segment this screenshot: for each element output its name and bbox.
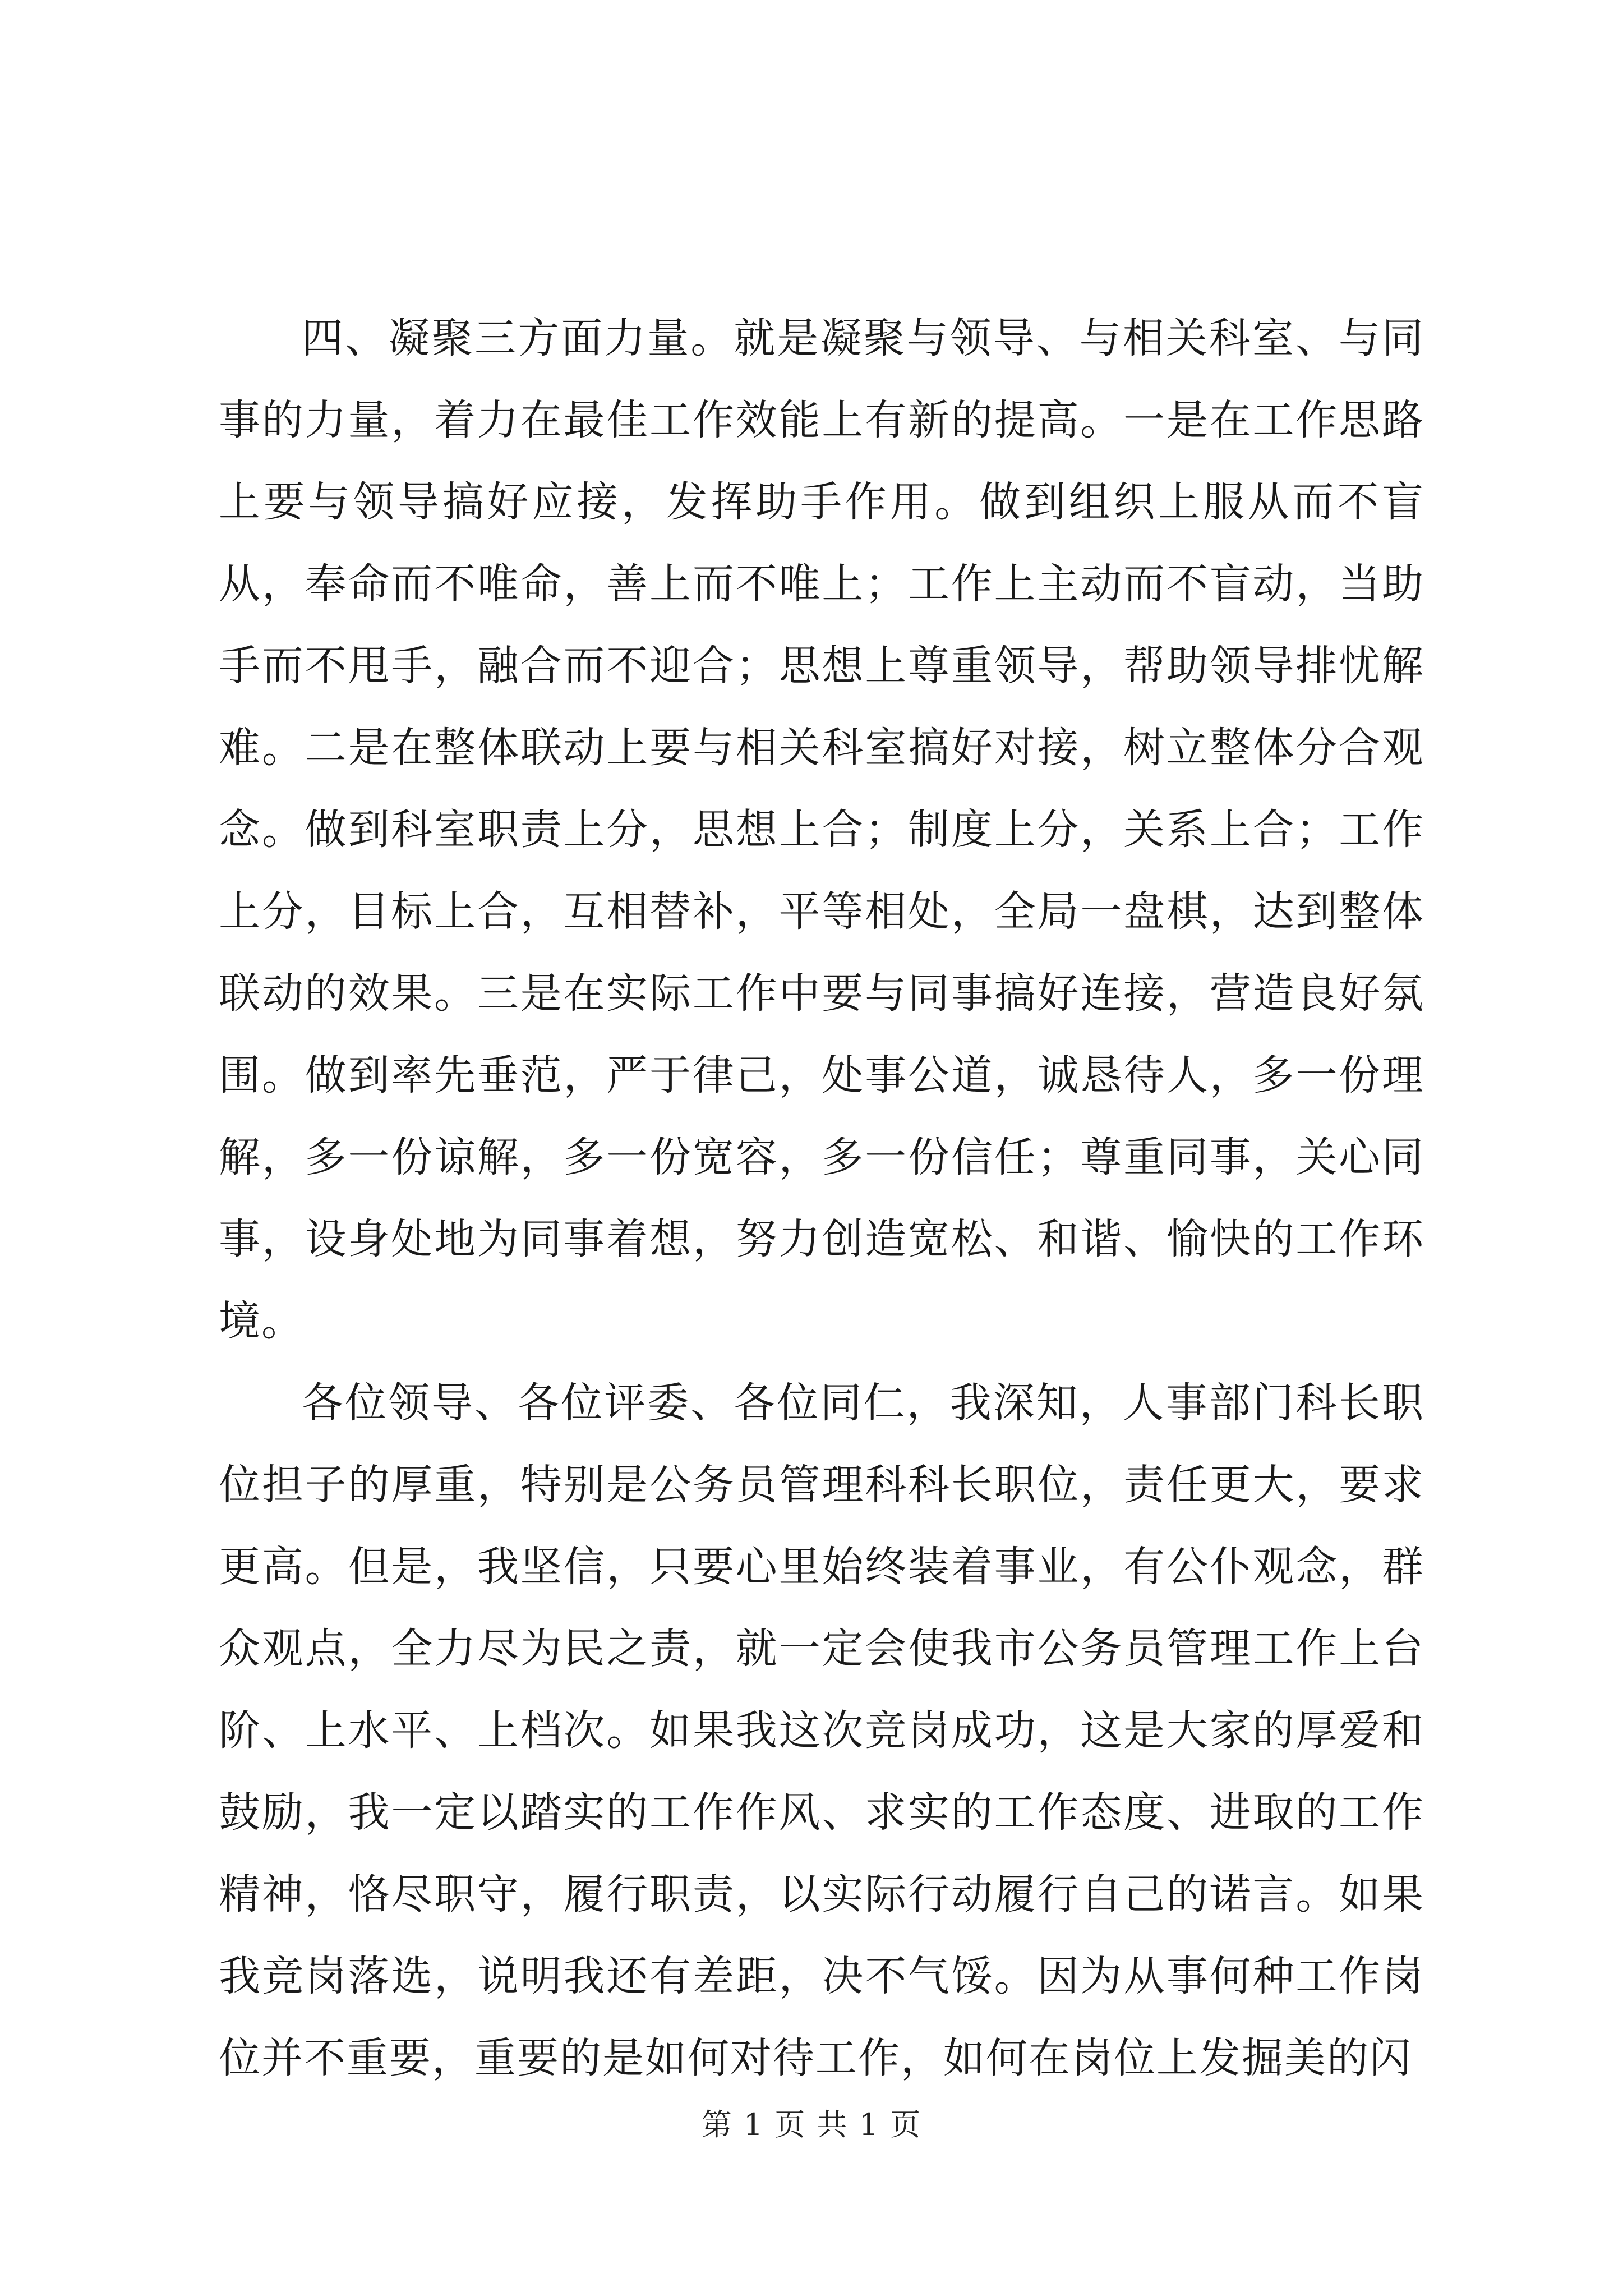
paragraph-1: 四、凝聚三方面力量。就是凝聚与领导、与相关科室、与同事的力量，着力在最佳工作效能上有新的提高。一是在工作思路上要与领导搞好应接，发挥助手作用。做到组织上服从而不盲从，奉命而不唯命，善上而不唯上；工作上主动而不盲动，当助手而不甩手，融合而不迎合；思想上尊重领导，帮助领导排忧解难。二是在整体联动上要与相关科室搞好对接，树立整体分合观念。做到科室职责上分，思想上合；制度上分，关系上合；工作上分，目标上合，互相替补，平等相处，全局一盘棋，达到整体联动的效果。三是在实际工作中要与同事搞好连接，营造良好氛围。做到率先垂范，严于律己，处事公道，诚恳待人，多一份理解，多一份谅解，多一份宽容，多一份信任；尊重同事，关心同事，设身处地为同事着想，努力创造宽松、和谐、愉快的工作环境。 — [219, 314, 1424, 1345]
document-body — [219, 297, 1424, 2099]
paragraph-2: 各位领导、各位评委、各位同仁，我深知，人事部门科长职位担子的厚重，特别是公务员管理科科长职位，责任更大，要求更高。但是，我坚信，只要心里始终装着事业，有公仆观念，群众观点，全力尽为民之责，就一定会使我市公务员管理工作上台阶、上水平、上档次。如果我这次竞岗成功，这是大家的厚爱和鼓励，我一定以踏实的工作作风、求实的工作态度、进取的工作精神，恪尽职守，履行职责，以实际行动履行自己的诺言。如果我竞岗落选，说明我还有差距，决不气馁。因为从事何种工作岗位并不重要，重要的是如何对待工作，如何在岗位上发掘美的闪 — [219, 1379, 1424, 2082]
page-footer: 第 1 页 共 1 页 — [701, 2107, 922, 2142]
